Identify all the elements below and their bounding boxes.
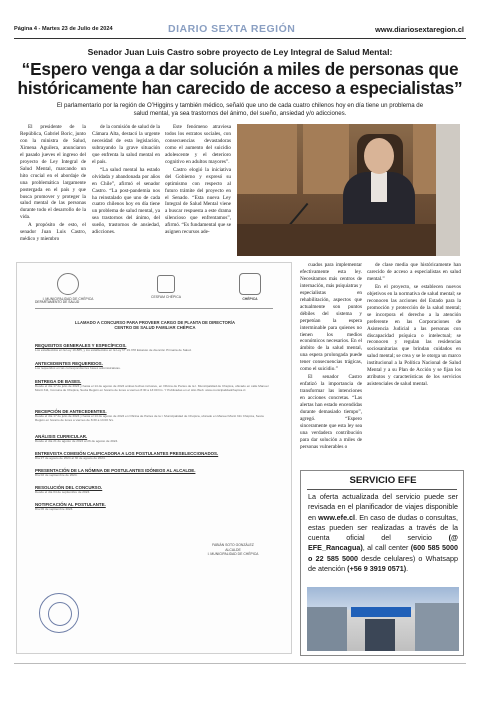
service-text-part: La oferta actualizada del servicio puede ser revisada en el planificador de viajes disponible en — [308, 492, 458, 522]
signature-block — [185, 543, 281, 557]
paragraph: “La salud mental ha estado olvidada y abandonada por años en Chile”, afirmó el senador Castro. “La post-pandemia nos ha reinstalado que uno de cada cuatro chilenos hoy en día tiene un problema de salud mental, ya sea trastornos del ánimo, del sueño, trastornos de ansiedad, adicciones. — [92, 166, 160, 236]
section-text: Desde el día 21 de agosto de 2024 al 26 de agosto de 2024. — [35, 439, 119, 443]
notice-section — [35, 502, 271, 511]
notice-section — [35, 343, 271, 352]
station-photo — [307, 587, 459, 651]
service-text-part: . En caso de dudas o consultas, estas pueden ser realizadas a través de la cuenta oficial del servicio — [308, 512, 458, 543]
page-bottom-divider — [14, 663, 466, 664]
section-text: Día 02 de septiembre de 2024. — [35, 473, 78, 477]
service-text-part: . — [406, 564, 409, 574]
section-text: Los establecidos en la Ley 19.885, y los establecidos en la Ley N° 19.378 Estatuto de Atención Primaria de Salud. — [35, 348, 192, 352]
chepica-logo-icon — [239, 273, 261, 295]
article-column-5 — [367, 262, 461, 389]
logo-right-label: CHÉPICA — [242, 297, 258, 301]
whatsapp-number: (+56 9 3919 0571) — [347, 564, 407, 574]
municipal-notice — [16, 262, 292, 654]
section-heading: ENTREGA DE BASES. — [35, 379, 82, 384]
section-heading: PRESENTACIÓN DE LA NÓMINA DE POSTULANTES IDÓNEOS AL ALCALDE. — [35, 468, 196, 473]
article-deck: El parlamentario por la región de O’Higgins y también médico, señaló que uno de cada cuatro chilenos hoy en día tiene un problema de salud mental, ya sea trastornos del ánimo, del sueño, ansiedad y/o adicciones. — [56, 102, 424, 117]
paragraph: de clase media que históricamente han carecido de acceso a especialistas en salud mental.” — [367, 262, 461, 282]
logo-left-label: I. MUNICIPALIDAD DE CHÉPICA — [42, 297, 94, 301]
section-text: Desde el día 04 de septiembre de 2024. — [35, 490, 91, 494]
section-heading: ANÁLISIS CURRICULAR. — [35, 434, 88, 439]
department-label: DEPARTAMENTO DE SALUD — [35, 300, 80, 304]
section-text: Los requeridos en las correspondientes bases administrativas. — [35, 366, 121, 370]
senator-photo — [237, 124, 460, 256]
paragraph: El presidente de la República, Gabriel Boric, junto con la ministra de Salud, Ximena Aguilera, anunciaron el pasado jueves el ingreso del proyecto de Ley Integral de Salud Mental, marcando un hito crucial en el abordaje de una problemática largamente postergada en el país y que busca promover y proteger la salud mental de las personas durante todo el desarrollo de la vida. — [20, 124, 86, 221]
notice-section — [35, 468, 271, 477]
notice-section — [35, 379, 271, 392]
notice-section — [35, 361, 271, 370]
notice-divider — [35, 308, 273, 309]
service-text — [308, 492, 458, 574]
signer-role: ALCALDE — [225, 547, 241, 552]
article-kicker: Senador Juan Luis Castro sobre proyecto de Ley Integral de Salud Mental: — [87, 47, 393, 57]
paragraph: Este fenómeno atraviesa todos los estratos sociales, con consecuencias devastadoras como el aumento del suicidio adolescente y el deterioro cognitivo en adultos mayores”. — [165, 124, 231, 165]
logo-mid-label: CESFAM CHÉPICA — [151, 295, 181, 299]
notice-section — [35, 485, 271, 494]
paragraph: A propósito de esto, el senador Juan Luis Castro, médico y miembro — [20, 222, 86, 243]
notice-title: LLAMADO A CONCURSO PARA PROVEER CARGO DE PLANTA DE DIRECTOR/A CENTRO DE SALUD FAMILIAR CHÉPICA — [74, 320, 236, 330]
section-text: Día 06 de septiembre 2024. — [35, 507, 74, 511]
article-column-4 — [300, 262, 362, 452]
official-stamp-icon — [39, 593, 79, 633]
call-center-phones: (600 585 5000 o 22 585 5000 — [308, 543, 458, 563]
website-link[interactable]: www.diariosextaregion.cl — [375, 25, 464, 34]
cesfam-logo-icon — [157, 275, 175, 293]
notice-section — [35, 409, 271, 422]
article-headline: “Espero venga a dar solución a miles de personas que históricamente han carecido de acceso a especialistas” — [17, 59, 463, 98]
section-text: Desde el día 17 de julio de 2024 y hasta el 14 de agosto de 2024 ambas fechas inclusive, en Oficina de Partes de la I. Municipalidad de Chépica, ubicado en calle Manuel Montt 311, Comuna de Chépica, Sexta Región en horario de lunes a viernes 8:30 a 13:00 hrs. Y Publicadas en el sitio Web: www.municipalidadchepica.cl. — [35, 384, 269, 392]
section-heading: RECEPCIÓN DE ANTECEDENTES. — [35, 409, 107, 414]
section-heading: NOTIFICACIÓN AL POSTULANTE. — [35, 502, 106, 507]
article-column-2 — [92, 124, 160, 237]
notice-section — [35, 451, 271, 460]
service-divider — [307, 489, 457, 490]
page-date: Página 4 - Martes 23 de Julio de 2024 — [14, 26, 113, 32]
paragraph: cuados para implementar efectivamente esta ley. Necesitamos más centros de internación, más psiquiatras y especialistas en rehabilitación, aspectos que actualmente son puntos débiles del sistema y perpetúan la espera interminable para quienes no tienen los medios económicos necesarios. En el ámbito de la salud mental, una espera prolongada puede tener consecuencias trágicas, como el suicidio.” — [300, 262, 362, 373]
header-divider — [14, 38, 466, 39]
article-column-3 — [165, 124, 231, 237]
article-column-1 — [20, 124, 86, 244]
service-text-part: desde celulares) o Whatsapp de atención — [308, 553, 459, 574]
signer-institution: I. MUNICIPALIDAD DE CHÉPICA — [207, 552, 259, 557]
notice-section — [35, 434, 271, 443]
paragraph: de la comisión de salud de la Cámara Alta, destacó la urgente necesidad de esta legislación, subrayando la grave situación que enfrenta la salud mental en el país. — [92, 124, 160, 165]
section-heading: ENTREVISTA COMISIÓN CALIFICADORA A LOS POSTULANTES PRESELECCIONADOS. — [35, 451, 219, 456]
paragraph: En el proyecto, se establecen nuevos objetivos en la normativa de salud mental; se reconocen las acciones del Estado para la promoción y protección de la salud mental; se incorpora el derecho a la atención preferente en las Corporaciones de Asistencia Judicial a las personas con discapacidad psíquica o intelectual; se reconocen y regulan las residencias sociosanitarias que brindan cuidados en salud mental; se crea y se le otorga un marco institucional a la Política Nacional de Salud Mental y a su Plan de Acción y se fijan los atributos y características de los servicios asistenciales de salud mental. — [367, 283, 461, 388]
section-text: Desde el día 17 de julio de 2024 y hasta el 14 de agosto de 2024 en Oficina de Partes de la I. Municipalidad de Chépica, ubicado en Manuel Montt 311 Chépica, Sexta Región en horario de lunes a viernes de 8:30 a 13:00 hrs. — [35, 414, 264, 422]
municipality-logo-icon — [57, 273, 79, 295]
service-efe-box — [300, 470, 464, 656]
section-text: Día 27 de agosto de 2024 al 30 de agosto de 2024. — [35, 456, 106, 460]
efe-social-handle[interactable]: (@ EFE_Rancagua) — [308, 533, 458, 553]
section-heading: REQUISITOS GENERALES Y ESPECÍFICOS. — [35, 343, 127, 348]
service-text-part: , al call center — [362, 543, 411, 553]
section-heading: ANTECEDENTES REQUERIDOS. — [35, 361, 103, 366]
signer-name: FABIÁN SOTO GONZÁLEZ — [212, 543, 254, 547]
paragraph: El senador Castro enfatizó la importancia de transformar las intenciones en acciones concretas. “Las alertas han estado encendidas durante demasiado tiempo”, agregó. “Espero sinceramente que esta ley sea una verdadera contribución para dar solución a miles de personas vulnerables o — [300, 374, 362, 450]
efe-website-link[interactable]: www.efe.cl — [318, 512, 356, 522]
masthead: DIARIO SEXTA REGIÓN — [168, 23, 296, 35]
section-heading: RESOLUCIÓN DEL CONCURSO. — [35, 485, 103, 490]
service-title: SERVICIO EFE — [349, 475, 417, 486]
paragraph: Castro elogió la iniciativa del Gobierno y expresó su optimismo con respecto al futuro trámite del proyecto en el Senado. “Esta nueva Ley Integral de Salud Mental viene a buscar respuesta a este drama silencioso que enfrentamos”, afirmó. “Es fundamental que se asignen recursos ade- — [165, 166, 231, 236]
